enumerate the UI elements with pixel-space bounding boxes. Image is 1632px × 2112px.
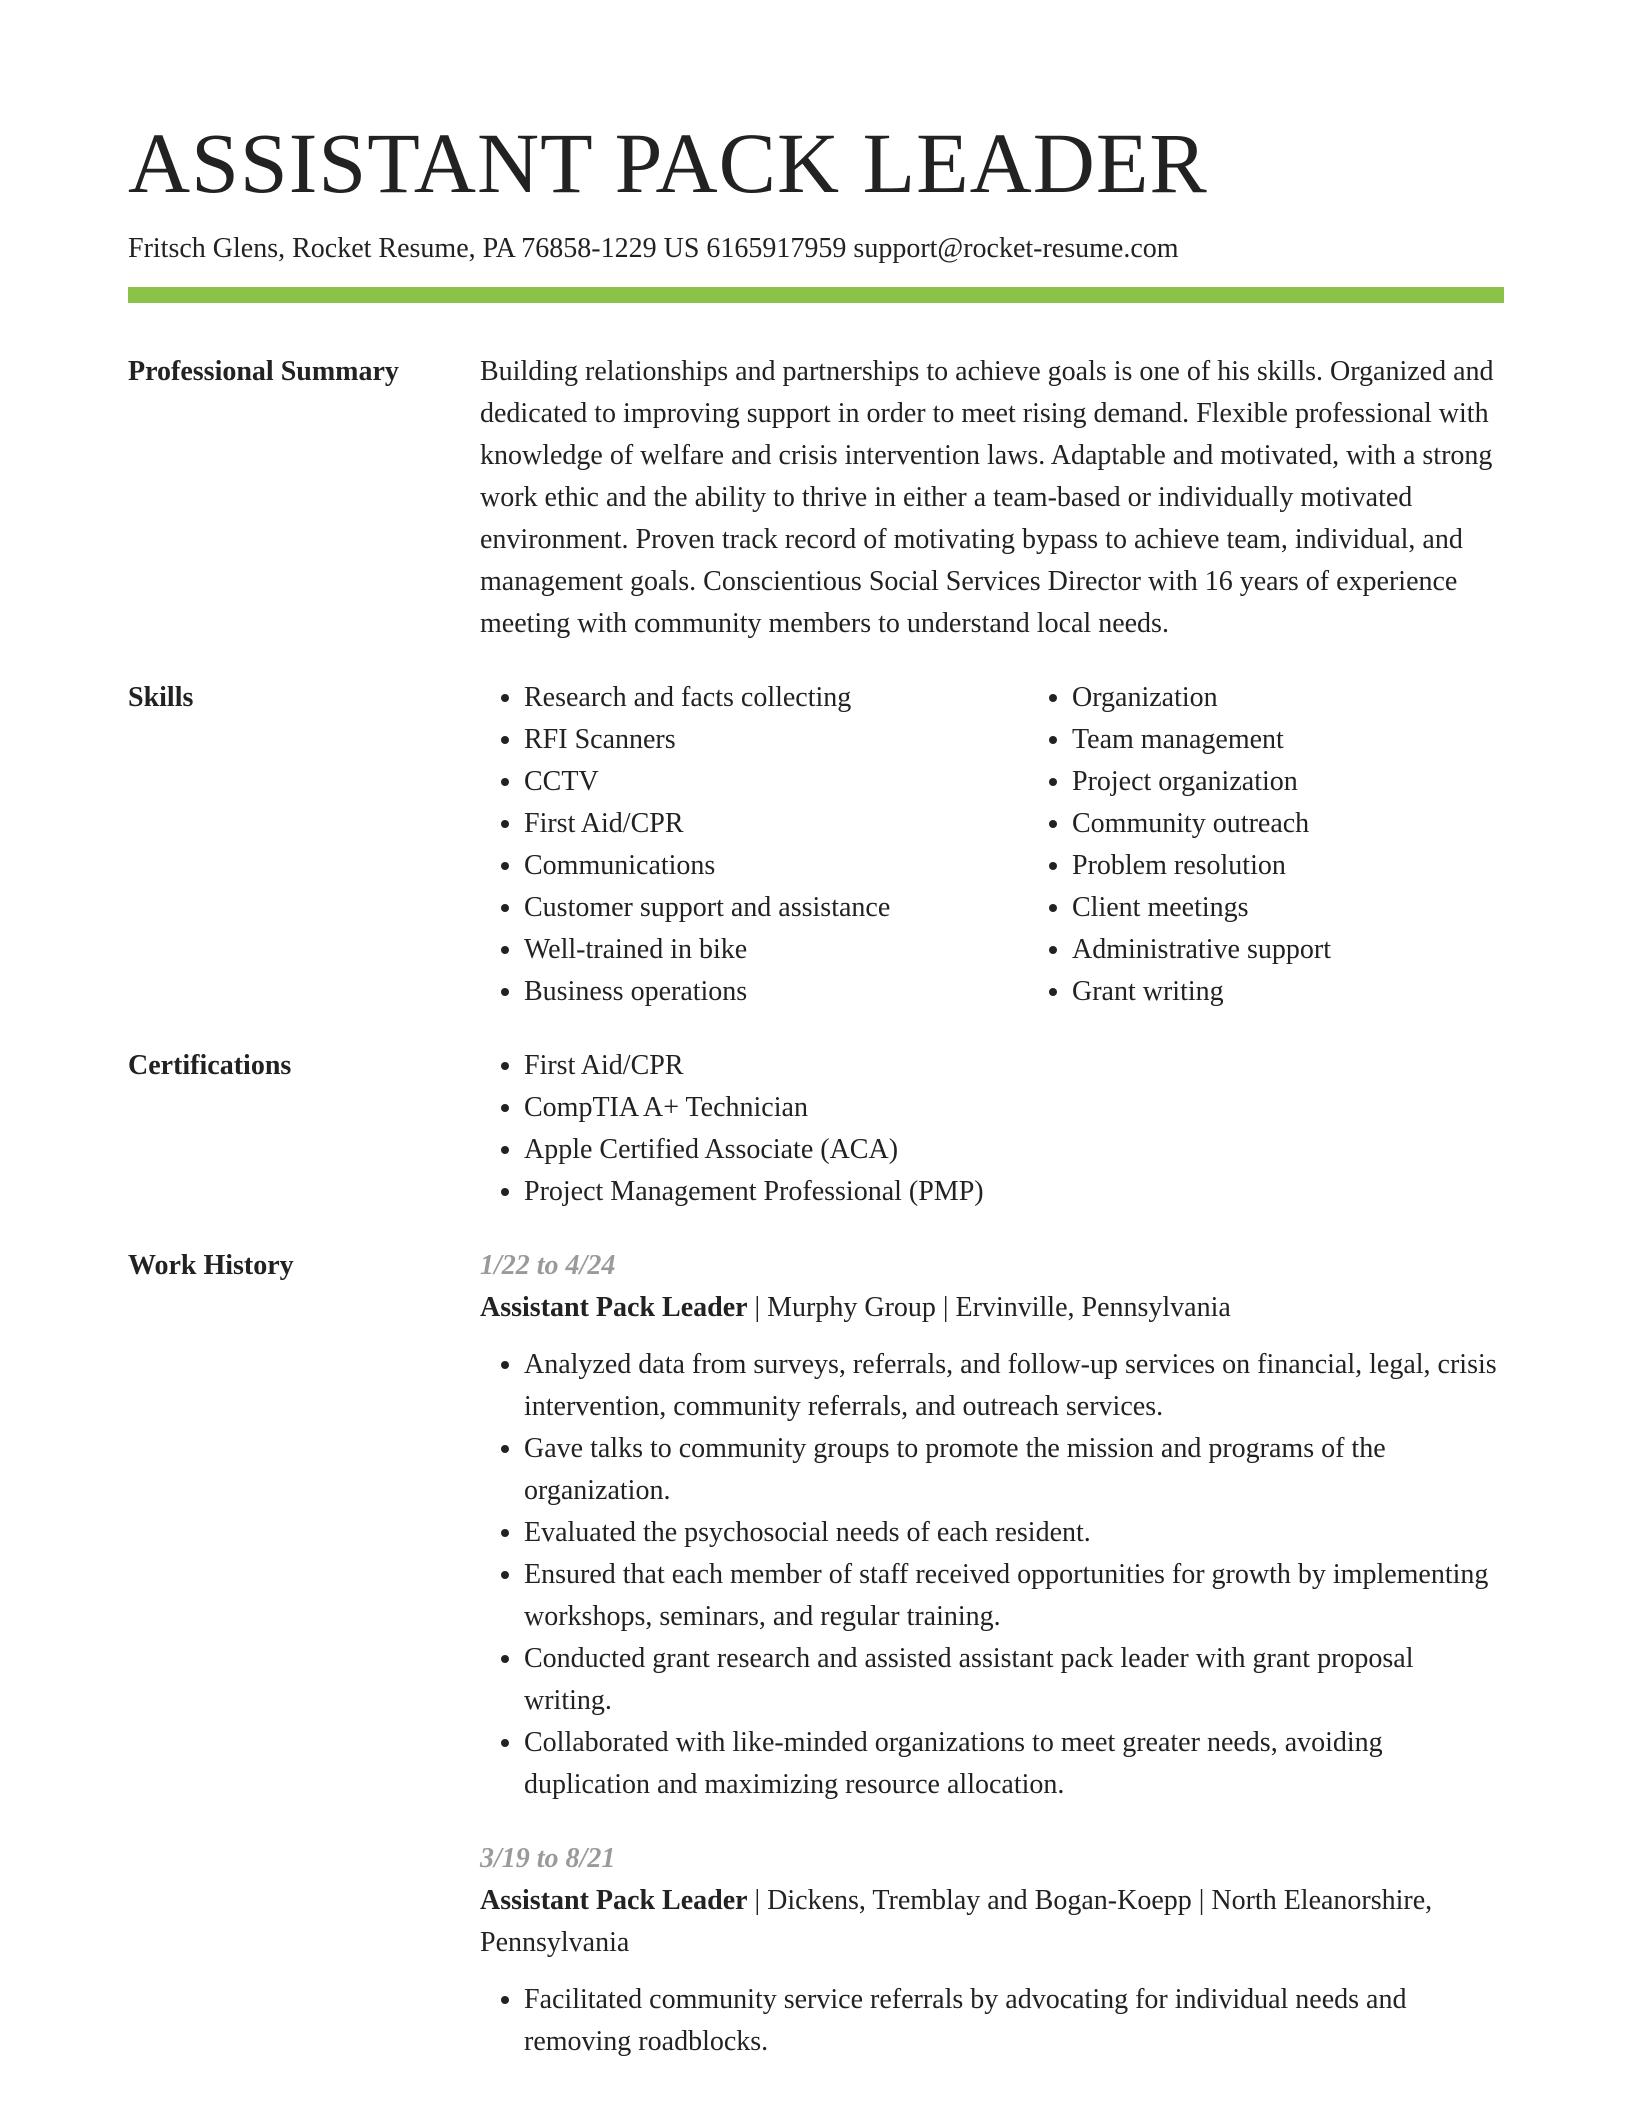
skills-section [128, 677, 1504, 1013]
skill-item: • Grant writing [1072, 971, 1576, 1013]
certifications-section [128, 1045, 1504, 1213]
job-bullet: • Gave talks to community groups to promote the mission and programs of the organization. [524, 1428, 1504, 1512]
skill-item: • Communications [524, 845, 1028, 887]
job-bullets [480, 1979, 1504, 2063]
skill-item: • Research and facts collecting [524, 677, 1028, 719]
job-employer-location: | Murphy Group | Ervinville, Pennsylvania [747, 1291, 1231, 1323]
work-history-body [480, 1245, 1504, 2063]
work-history-section [128, 1245, 1504, 2063]
job-entry [480, 1245, 1504, 1806]
job-bullet: • Analyzed data from surveys, referrals, and follow-up services on financial, legal, crisis intervention, community referrals, and outreach services. [524, 1344, 1504, 1428]
certifications-list [480, 1045, 1504, 1213]
skills-list-left [480, 677, 1028, 1013]
job-title: Assistant Pack Leader [480, 1884, 748, 1916]
job-dates: 3/19 to 8/21 [480, 1842, 616, 1874]
job-title: Assistant Pack Leader [480, 1291, 748, 1323]
section-label-summary: Professional Summary [128, 355, 399, 387]
summary-section [128, 351, 1504, 645]
job-bullet: • Ensured that each member of staff received opportunities for growth by implementing workshops, seminars, and regular training. [524, 1554, 1504, 1638]
job-bullet: • Conducted grant research and assisted assistant pack leader with grant proposal writing. [524, 1638, 1504, 1722]
skill-item: • RFI Scanners [524, 719, 1028, 761]
job-heading [480, 1287, 1504, 1329]
certifications-body [480, 1045, 1504, 1213]
section-label-work-history: Work History [128, 1249, 294, 1281]
contact-line: Fritsch Glens, Rocket Resume, PA 76858-1229 US 6165917959 support@rocket-resume.com [128, 233, 1179, 264]
job-bullets [480, 1344, 1504, 1806]
skill-item: • First Aid/CPR [524, 803, 1028, 845]
skill-item: • Organization [1072, 677, 1576, 719]
certification-item: • CompTIA A+ Technician [524, 1087, 1504, 1129]
section-label-skills: Skills [128, 681, 194, 713]
job-bullet: • Collaborated with like-minded organizations to meet greater needs, avoiding duplication and maximizing resource allocation. [524, 1722, 1504, 1806]
summary-text: Building relationships and partnerships to achieve goals is one of his skills. Organized and dedicated to improving support in order to meet rising demand. Flexible professional with knowledge of welfare and crisis intervention laws. Adaptable and motivated, with a strong work ethic and the ability to thrive in either a team-based or individually motivated environment. Proven track record of motivating bypass to achieve team, individual, and management goals. Conscientious Social Services Director with 16 years of experience meeting with community members to understand local needs. [480, 355, 1494, 639]
skill-item: • Client meetings [1072, 887, 1576, 929]
skill-item: • Administrative support [1072, 929, 1576, 971]
skills-list-right [1028, 677, 1576, 1013]
skills-grid [480, 677, 1576, 1013]
skill-item: • Problem resolution [1072, 845, 1576, 887]
section-label-certifications: Certifications [128, 1049, 292, 1081]
job-employer-location: | Dickens, Tremblay and Bogan-Koepp | North Eleanorshire, Pennsylvania [480, 1884, 1433, 1958]
job-entry [480, 1838, 1504, 2063]
skill-item: • Project organization [1072, 761, 1576, 803]
skill-item: • Customer support and assistance [524, 887, 1028, 929]
job-bullet: • Facilitated community service referrals by advocating for individual needs and removing roadblocks. [524, 1979, 1504, 2063]
skill-item: • Community outreach [1072, 803, 1576, 845]
certification-item: • Project Management Professional (PMP) [524, 1171, 1504, 1213]
skill-item: • CCTV [524, 761, 1028, 803]
accent-divider [128, 287, 1504, 303]
job-heading [480, 1880, 1504, 1964]
skill-item: • Well-trained in bike [524, 929, 1028, 971]
certification-item: • Apple Certified Associate (ACA) [524, 1129, 1504, 1171]
job-dates: 1/22 to 4/24 [480, 1249, 616, 1281]
skill-item: • Team management [1072, 719, 1576, 761]
resume-name: ASSISTANT PACK LEADER [128, 115, 1208, 211]
skill-item: • Business operations [524, 971, 1028, 1013]
job-bullet: • Evaluated the psychosocial needs of each resident. [524, 1512, 1504, 1554]
certification-item: • First Aid/CPR [524, 1045, 1504, 1087]
